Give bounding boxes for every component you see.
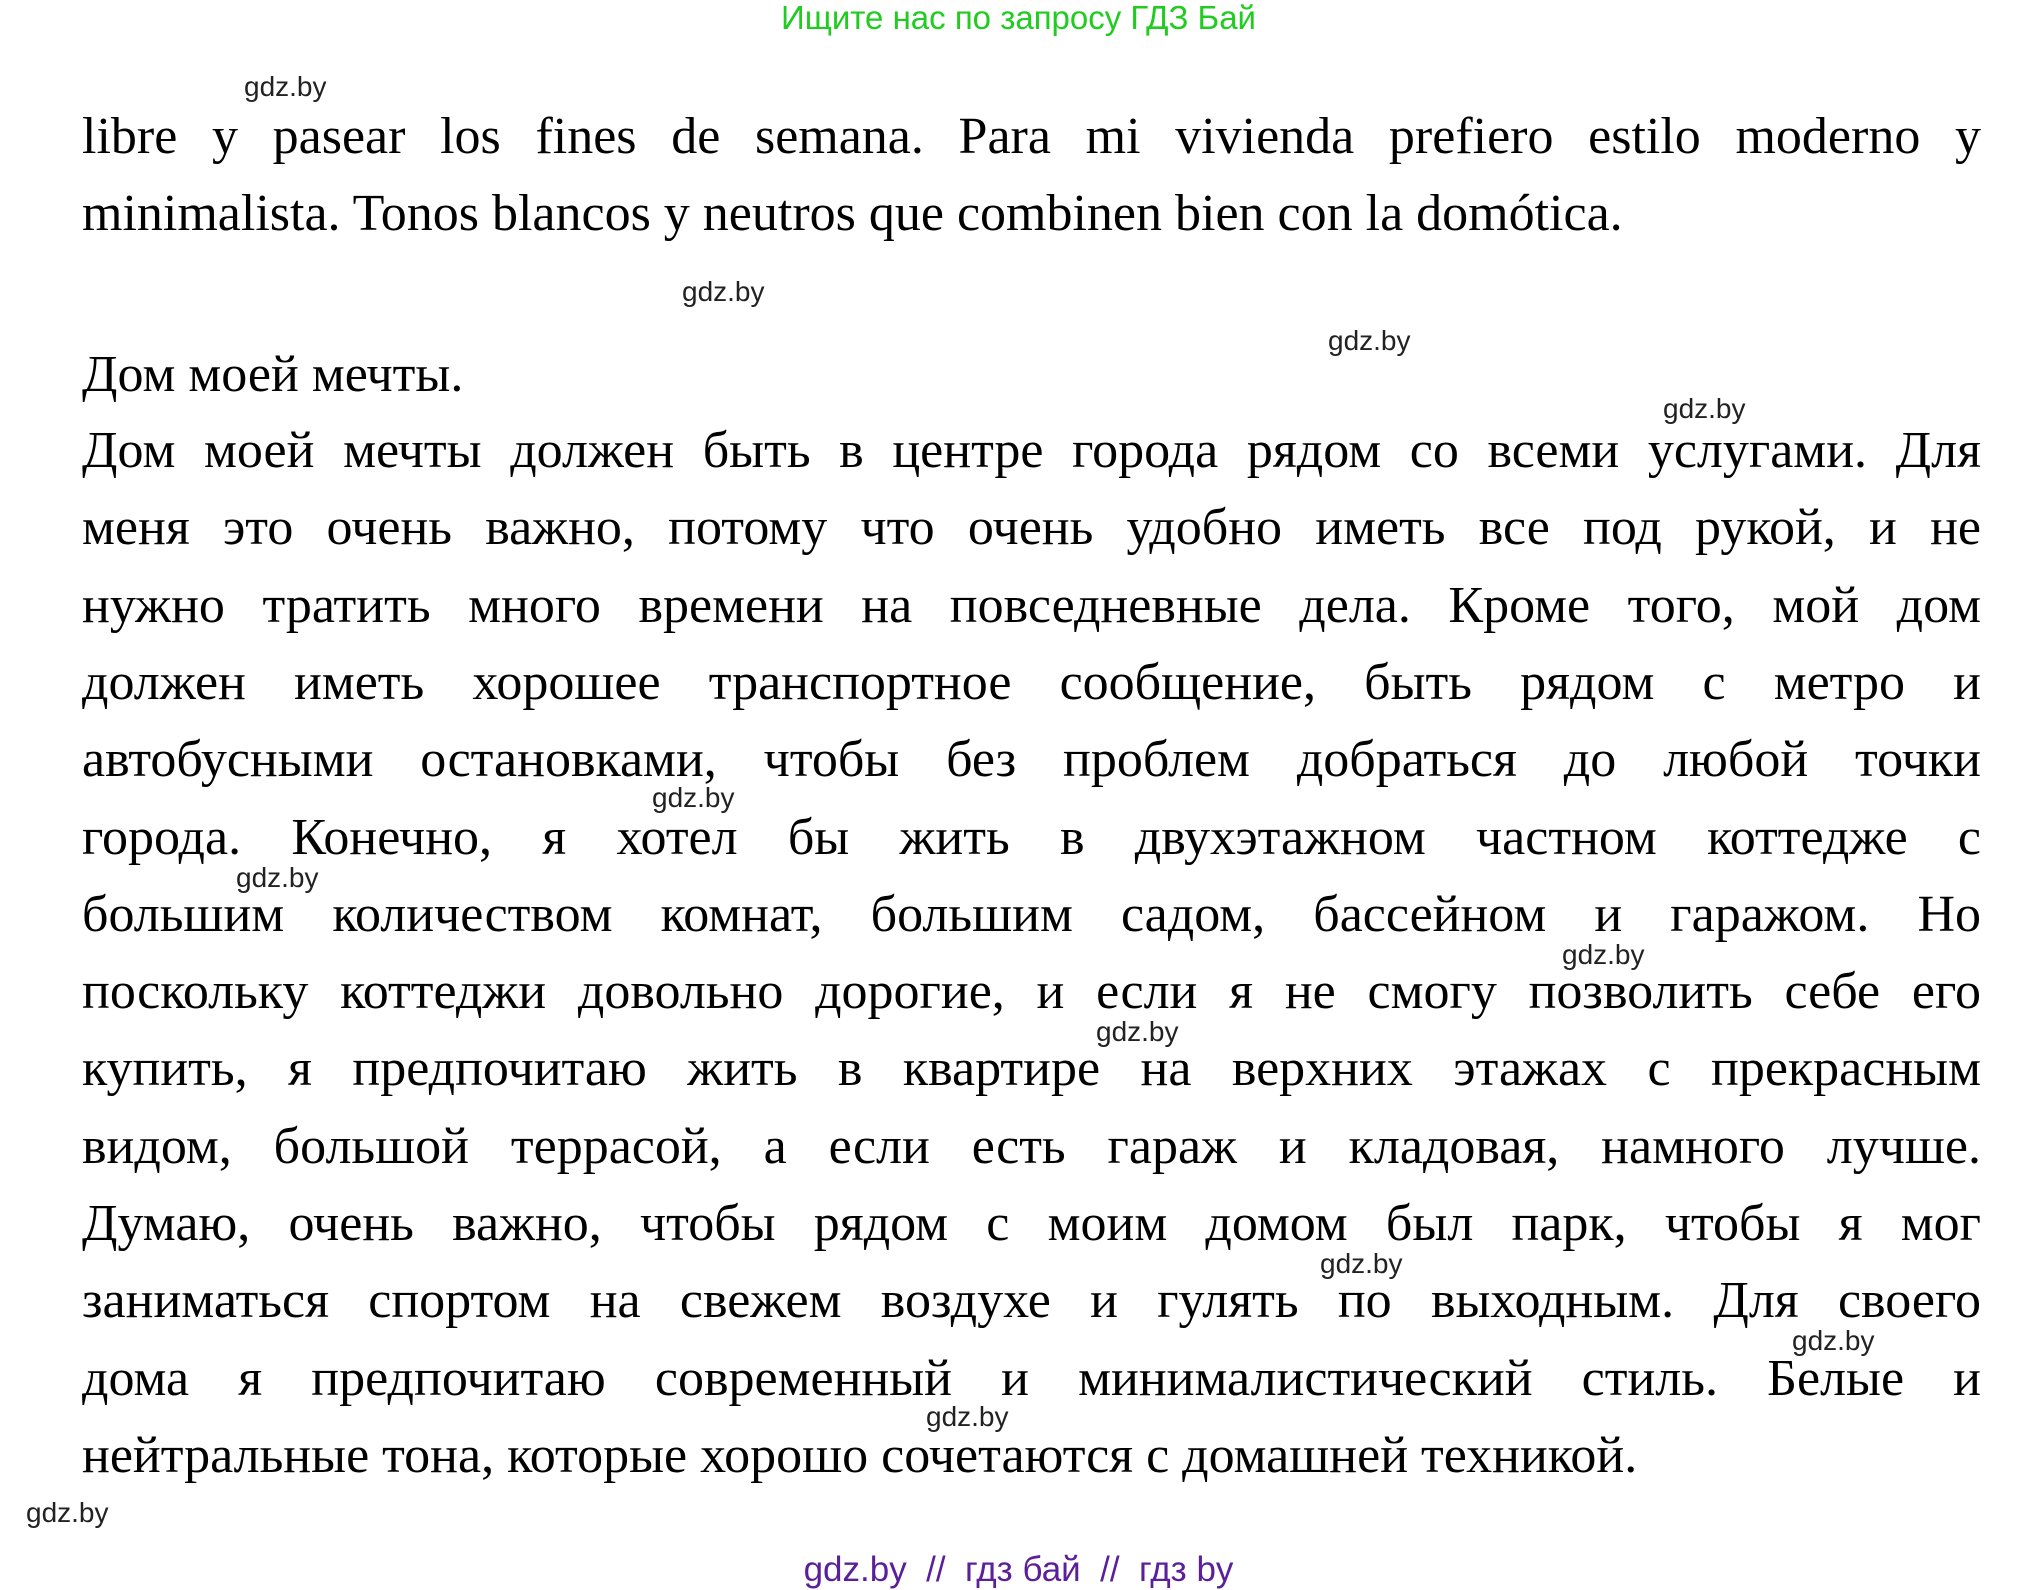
essay-line: купить, я предпочитаю жить в квартире на верхних этажах с прекрасным (82, 1040, 1981, 1098)
watermark-text: gdz.by (1096, 1016, 1179, 1047)
search-hint-banner: Ищите нас по запросу ГДЗ Бай (781, 0, 1256, 36)
essay-line: нужно тратить много времени на повседневные дела. Кроме того, мой дом (82, 576, 1981, 634)
essay-line: нейтральные тона, которые хорошо сочетаются с домашней техникой. (82, 1426, 1638, 1484)
essay-line: большим количеством комнат, большим садом, бассейном и гаражом. Но (82, 885, 1981, 943)
watermark-text: gdz.by (244, 71, 327, 102)
watermark-text: gdz.by (236, 862, 319, 893)
watermark-text: gdz.by (652, 782, 735, 813)
footer-links[interactable]: gdz.by // гдз бай // гдз by (803, 1550, 1234, 1589)
watermark-text: gdz.by (1328, 325, 1411, 356)
essay-title: Дом моей мечты. (82, 346, 464, 403)
essay-line: должен иметь хорошее транспортное сообщение, быть рядом с метро и (82, 653, 1981, 711)
essay-line: меня это очень важно, потому что очень удобно иметь все под рукой, и не (82, 499, 1981, 557)
essay-line: города. Конечно, я хотел бы жить в двухэтажном частном коттедже с (82, 808, 1981, 866)
essay-line: заниматься спортом на свежем воздухе и гулять по выходным. Для своего (82, 1272, 1981, 1330)
essay-line: Думаю, очень важно, чтобы рядом с моим домом был парк, чтобы я мог (82, 1195, 1981, 1252)
spanish-line: minimalista. Tonos blancos y neutros que combinen bien con la domótica. (82, 185, 1623, 242)
essay-line: Дом моей мечты должен быть в центре города рядом со всеми услугами. Для (82, 422, 1981, 479)
watermark-text: gdz.by (682, 276, 765, 307)
essay-line: видом, большой террасой, а если есть гараж и кладовая, намного лучше. (82, 1117, 1981, 1175)
watermark-text: gdz.by (1320, 1248, 1403, 1279)
watermark-text: gdz.by (926, 1401, 1009, 1432)
watermark-text: gdz.by (1562, 939, 1645, 970)
watermark-text: gdz.by (1792, 1325, 1875, 1356)
watermark-text: gdz.by (1663, 393, 1746, 424)
spanish-line: libre y pasear los fines de semana. Para mi vivienda prefiero estilo moderno y (82, 108, 1981, 165)
watermark-text: gdz.by (26, 1497, 109, 1528)
essay-line: дома я предпочитаю современный и минималистический стиль. Белые и (82, 1349, 1981, 1407)
essay-line: поскольку коттеджи довольно дорогие, и если я не смогу позволить себе его (82, 963, 1981, 1021)
essay-line: автобусными остановками, чтобы без проблем добраться до любой точки (82, 731, 1981, 789)
